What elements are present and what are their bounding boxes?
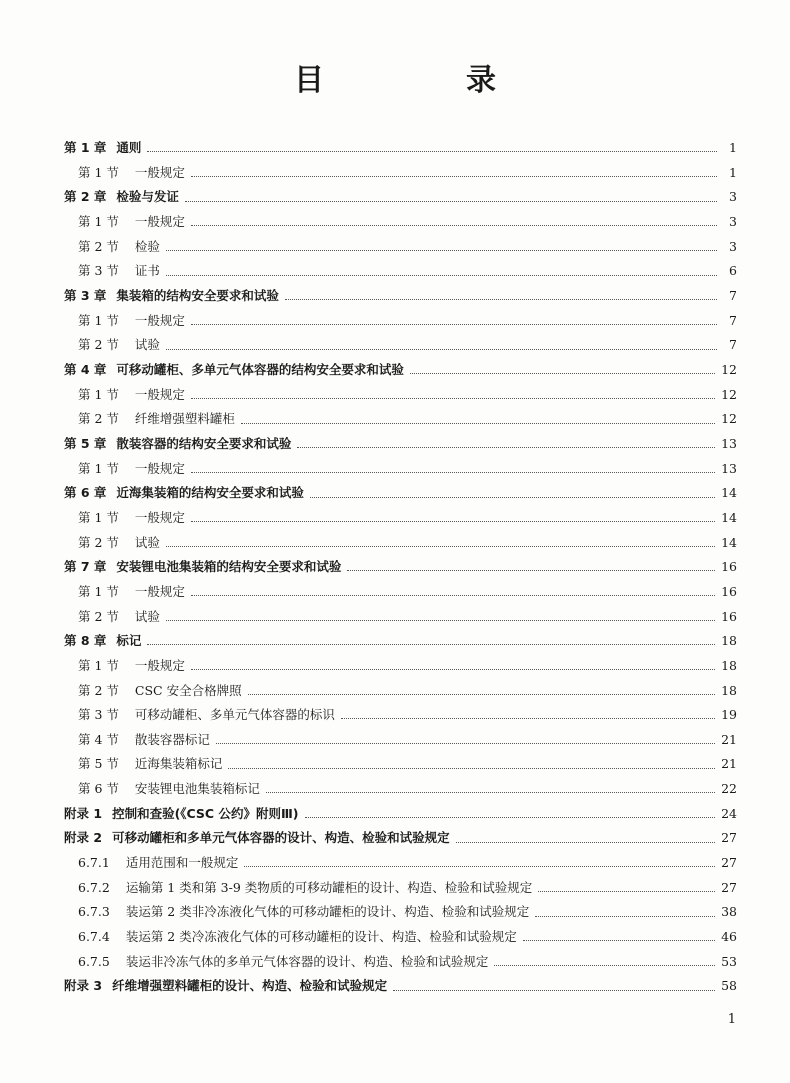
toc-entry-title: 一般规定 bbox=[134, 214, 185, 230]
toc-entry-page: 22 bbox=[721, 781, 737, 797]
toc-section-entry[interactable] bbox=[64, 752, 737, 777]
dot-leader bbox=[285, 298, 717, 300]
toc-entry-title: 一般规定 bbox=[134, 583, 185, 599]
toc-entry-title: 可移动罐柜、多单元气体容器的标识 bbox=[134, 707, 335, 723]
toc-entry-title: 标记 bbox=[116, 633, 142, 649]
toc-entry-page: 27 bbox=[721, 879, 737, 895]
toc-section-entry[interactable] bbox=[64, 604, 737, 629]
toc-entry-number: 第 1 节 bbox=[78, 312, 119, 328]
toc-entry-title: 适用范围和一般规定 bbox=[125, 855, 239, 871]
toc-section-entry[interactable] bbox=[64, 259, 737, 284]
toc-entry-page: 14 bbox=[721, 534, 737, 550]
toc-entry-page: 3 bbox=[729, 214, 737, 230]
toc-entry-page: 21 bbox=[721, 756, 737, 772]
toc-chapter-entry[interactable] bbox=[64, 629, 737, 654]
dot-leader bbox=[456, 841, 716, 843]
dot-leader bbox=[191, 323, 717, 325]
toc-entry-number: 第 2 节 bbox=[78, 238, 119, 254]
toc-entry-number: 第 5 章 bbox=[64, 435, 107, 451]
toc-entry-title: 近海集装箱标记 bbox=[134, 756, 223, 772]
toc-section-entry[interactable] bbox=[64, 654, 737, 679]
toc-chapter-entry[interactable] bbox=[64, 481, 737, 506]
toc-entry-title: 散装容器的结构安全要求和试验 bbox=[116, 435, 292, 451]
toc-entry-page: 18 bbox=[721, 682, 737, 698]
toc-section-entry[interactable] bbox=[64, 900, 737, 925]
dot-leader bbox=[393, 989, 715, 991]
dot-leader bbox=[147, 643, 715, 645]
toc-entry-number: 第 1 节 bbox=[78, 583, 119, 599]
toc-entry-title: 试验 bbox=[134, 337, 160, 353]
toc-section-entry[interactable] bbox=[64, 383, 737, 408]
toc-entry-number: 第 8 章 bbox=[64, 633, 107, 649]
toc-chapter-entry[interactable] bbox=[64, 826, 737, 851]
toc-section-entry[interactable] bbox=[64, 235, 737, 260]
toc-entry-number: 第 6 章 bbox=[64, 485, 107, 501]
toc-section-entry[interactable] bbox=[64, 876, 737, 901]
toc-chapter-entry[interactable] bbox=[64, 185, 737, 210]
toc-entry-number: 第 3 节 bbox=[78, 707, 119, 723]
toc-section-entry[interactable] bbox=[64, 703, 737, 728]
dot-leader bbox=[185, 200, 717, 202]
toc-section-entry[interactable] bbox=[64, 506, 737, 531]
toc-entry-title: 可移动罐柜和多单元气体容器的设计、构造、检验和试验规定 bbox=[112, 830, 450, 846]
toc-section-entry[interactable] bbox=[64, 457, 737, 482]
dot-leader bbox=[523, 939, 715, 941]
dot-leader bbox=[191, 224, 717, 226]
dot-leader bbox=[166, 274, 717, 276]
toc-entry-number: 第 2 章 bbox=[64, 189, 107, 205]
toc-entry-number: 第 2 节 bbox=[78, 608, 119, 624]
toc-chapter-entry[interactable] bbox=[64, 802, 737, 827]
dot-leader bbox=[191, 397, 715, 399]
dot-leader bbox=[228, 767, 715, 769]
toc-entry-number: 第 1 章 bbox=[64, 140, 107, 156]
toc-entry-number: 6.7.2 bbox=[78, 879, 110, 895]
toc-entry-title: 运输第 1 类和第 3-9 类物质的可移动罐柜的设计、构造、检验和试验规定 bbox=[125, 879, 533, 895]
toc-entry-page: 13 bbox=[721, 435, 737, 451]
toc-entry-number: 第 6 节 bbox=[78, 781, 119, 797]
toc-entry-title: CSC 安全合格牌照 bbox=[134, 682, 242, 698]
toc-entry-page: 27 bbox=[721, 830, 737, 846]
toc-entry-number: 6.7.4 bbox=[78, 929, 110, 945]
toc-entry-number: 第 1 节 bbox=[78, 214, 119, 230]
toc-entry-title: 近海集装箱的结构安全要求和试验 bbox=[116, 485, 304, 501]
table-of-contents bbox=[64, 136, 737, 999]
toc-section-entry[interactable] bbox=[64, 210, 737, 235]
dot-leader bbox=[166, 348, 717, 350]
toc-entry-title: 一般规定 bbox=[134, 509, 185, 525]
toc-entry-page: 19 bbox=[721, 707, 737, 723]
toc-entry-number: 第 2 节 bbox=[78, 411, 119, 427]
dot-leader bbox=[166, 249, 717, 251]
page-title: 目 录 bbox=[294, 63, 552, 98]
toc-section-entry[interactable] bbox=[64, 950, 737, 975]
dot-leader bbox=[248, 693, 716, 695]
toc-entry-title: 装运第 2 类非冷冻液化气体的可移动罐柜的设计、构造、检验和试验规定 bbox=[125, 904, 530, 920]
dot-leader bbox=[341, 717, 715, 719]
toc-entry-title: 安装锂电池集装箱的结构安全要求和试验 bbox=[116, 559, 342, 575]
dot-leader bbox=[410, 372, 715, 374]
toc-section-entry[interactable] bbox=[64, 678, 737, 703]
dot-leader bbox=[494, 964, 715, 966]
toc-entry-number: 6.7.3 bbox=[78, 904, 110, 920]
toc-entry-page: 12 bbox=[721, 361, 737, 377]
toc-entry-title: 一般规定 bbox=[134, 657, 185, 673]
toc-entry-page: 7 bbox=[729, 312, 737, 328]
toc-entry-title: 检验 bbox=[134, 238, 160, 254]
toc-chapter-entry[interactable] bbox=[64, 974, 737, 999]
toc-entry-number: 第 1 节 bbox=[78, 509, 119, 525]
toc-entry-title: 一般规定 bbox=[134, 164, 185, 180]
dot-leader bbox=[266, 791, 715, 793]
dot-leader bbox=[166, 619, 715, 621]
toc-entry-page: 3 bbox=[729, 189, 737, 205]
toc-entry-page: 7 bbox=[729, 288, 737, 304]
toc-entry-page: 13 bbox=[721, 460, 737, 476]
toc-entry-page: 1 bbox=[729, 140, 737, 156]
toc-entry-title: 通则 bbox=[116, 140, 142, 156]
dot-leader bbox=[347, 569, 715, 571]
toc-entry-number: 第 2 节 bbox=[78, 682, 119, 698]
toc-entry-title: 集装箱的结构安全要求和试验 bbox=[116, 288, 279, 304]
toc-entry-number: 第 7 章 bbox=[64, 559, 107, 575]
toc-section-entry[interactable] bbox=[64, 309, 737, 334]
toc-entry-page: 14 bbox=[721, 485, 737, 501]
dot-leader bbox=[244, 865, 715, 867]
toc-entry-page: 38 bbox=[721, 904, 737, 920]
toc-entry-title: 可移动罐柜、多单元气体容器的结构安全要求和试验 bbox=[116, 361, 404, 377]
toc-entry-number: 第 3 节 bbox=[78, 263, 119, 279]
dot-leader bbox=[297, 446, 715, 448]
toc-entry-page: 58 bbox=[721, 978, 737, 994]
toc-entry-page: 18 bbox=[721, 657, 737, 673]
toc-section-entry[interactable] bbox=[64, 531, 737, 556]
toc-entry-number: 第 1 节 bbox=[78, 164, 119, 180]
toc-section-entry[interactable] bbox=[64, 161, 737, 186]
toc-entry-page: 6 bbox=[729, 263, 737, 279]
dot-leader bbox=[305, 816, 716, 818]
toc-chapter-entry[interactable] bbox=[64, 555, 737, 580]
toc-entry-number: 第 3 章 bbox=[64, 288, 107, 304]
toc-entry-page: 27 bbox=[721, 855, 737, 871]
toc-entry-number: 第 2 节 bbox=[78, 337, 119, 353]
toc-entry-page: 1 bbox=[729, 164, 737, 180]
toc-entry-number: 第 1 节 bbox=[78, 386, 119, 402]
dot-leader bbox=[538, 890, 715, 892]
toc-entry-page: 14 bbox=[721, 509, 737, 525]
dot-leader bbox=[191, 175, 717, 177]
dot-leader bbox=[216, 742, 715, 744]
dot-leader bbox=[241, 422, 715, 424]
toc-entry-page: 16 bbox=[721, 583, 737, 599]
toc-section-entry[interactable] bbox=[64, 851, 737, 876]
toc-entry-page: 24 bbox=[721, 805, 737, 821]
toc-entry-title: 一般规定 bbox=[134, 312, 185, 328]
toc-entry-title: 一般规定 bbox=[134, 386, 185, 402]
dot-leader bbox=[166, 545, 715, 547]
toc-entry-page: 16 bbox=[721, 608, 737, 624]
dot-leader bbox=[147, 150, 717, 152]
toc-entry-page: 18 bbox=[721, 633, 737, 649]
dot-leader bbox=[310, 496, 715, 498]
toc-entry-title: 装运非冷冻气体的多单元气体容器的设计、构造、检验和试验规定 bbox=[125, 953, 489, 969]
toc-entry-page: 46 bbox=[721, 929, 737, 945]
toc-entry-title: 纤维增强塑料罐柜的设计、构造、检验和试验规定 bbox=[112, 978, 388, 994]
dot-leader bbox=[191, 520, 715, 522]
toc-entry-title: 试验 bbox=[134, 608, 160, 624]
dot-leader bbox=[535, 915, 715, 917]
toc-entry-title: 纤维增强塑料罐柜 bbox=[134, 411, 235, 427]
toc-entry-number: 第 5 节 bbox=[78, 756, 119, 772]
toc-entry-number: 第 4 章 bbox=[64, 361, 107, 377]
toc-entry-number: 6.7.5 bbox=[78, 953, 110, 969]
dot-leader bbox=[191, 668, 715, 670]
toc-entry-number: 附录 2 bbox=[64, 830, 103, 846]
toc-chapter-entry[interactable] bbox=[64, 358, 737, 383]
toc-section-entry[interactable] bbox=[64, 333, 737, 358]
toc-entry-page: 12 bbox=[721, 411, 737, 427]
toc-section-entry[interactable] bbox=[64, 580, 737, 605]
toc-chapter-entry[interactable] bbox=[64, 136, 737, 161]
toc-entry-page: 16 bbox=[721, 559, 737, 575]
toc-entry-title: 试验 bbox=[134, 534, 160, 550]
toc-entry-title: 一般规定 bbox=[134, 460, 185, 476]
toc-entry-number: 6.7.1 bbox=[78, 855, 110, 871]
toc-section-entry[interactable] bbox=[64, 777, 737, 802]
toc-entry-number: 第 4 节 bbox=[78, 731, 119, 747]
toc-section-entry[interactable] bbox=[64, 407, 737, 432]
toc-entry-title: 证书 bbox=[134, 263, 160, 279]
toc-chapter-entry[interactable] bbox=[64, 284, 737, 309]
toc-entry-number: 第 2 节 bbox=[78, 534, 119, 550]
toc-entry-title: 装运第 2 类冷冻液化气体的可移动罐柜的设计、构造、检验和试验规定 bbox=[125, 929, 517, 945]
toc-entry-page: 21 bbox=[721, 731, 737, 747]
dot-leader bbox=[191, 594, 715, 596]
toc-entry-page: 12 bbox=[721, 386, 737, 402]
toc-entry-number: 附录 3 bbox=[64, 978, 103, 994]
toc-entry-title: 检验与发证 bbox=[116, 189, 179, 205]
toc-chapter-entry[interactable] bbox=[64, 432, 737, 457]
page-number: 1 bbox=[727, 1012, 736, 1027]
toc-entry-title: 散装容器标记 bbox=[134, 731, 210, 747]
toc-section-entry[interactable] bbox=[64, 728, 737, 753]
toc-entry-number: 第 1 节 bbox=[78, 657, 119, 673]
toc-entry-page: 7 bbox=[729, 337, 737, 353]
toc-entry-number: 第 1 节 bbox=[78, 460, 119, 476]
toc-entry-page: 53 bbox=[721, 953, 737, 969]
dot-leader bbox=[191, 471, 715, 473]
toc-section-entry[interactable] bbox=[64, 925, 737, 950]
toc-entry-number: 附录 1 bbox=[64, 805, 103, 821]
toc-entry-title: 安装锂电池集装箱标记 bbox=[134, 781, 260, 797]
toc-entry-page: 3 bbox=[729, 238, 737, 254]
toc-entry-title: 控制和查验(《CSC 公约》附则Ⅲ) bbox=[112, 805, 299, 821]
